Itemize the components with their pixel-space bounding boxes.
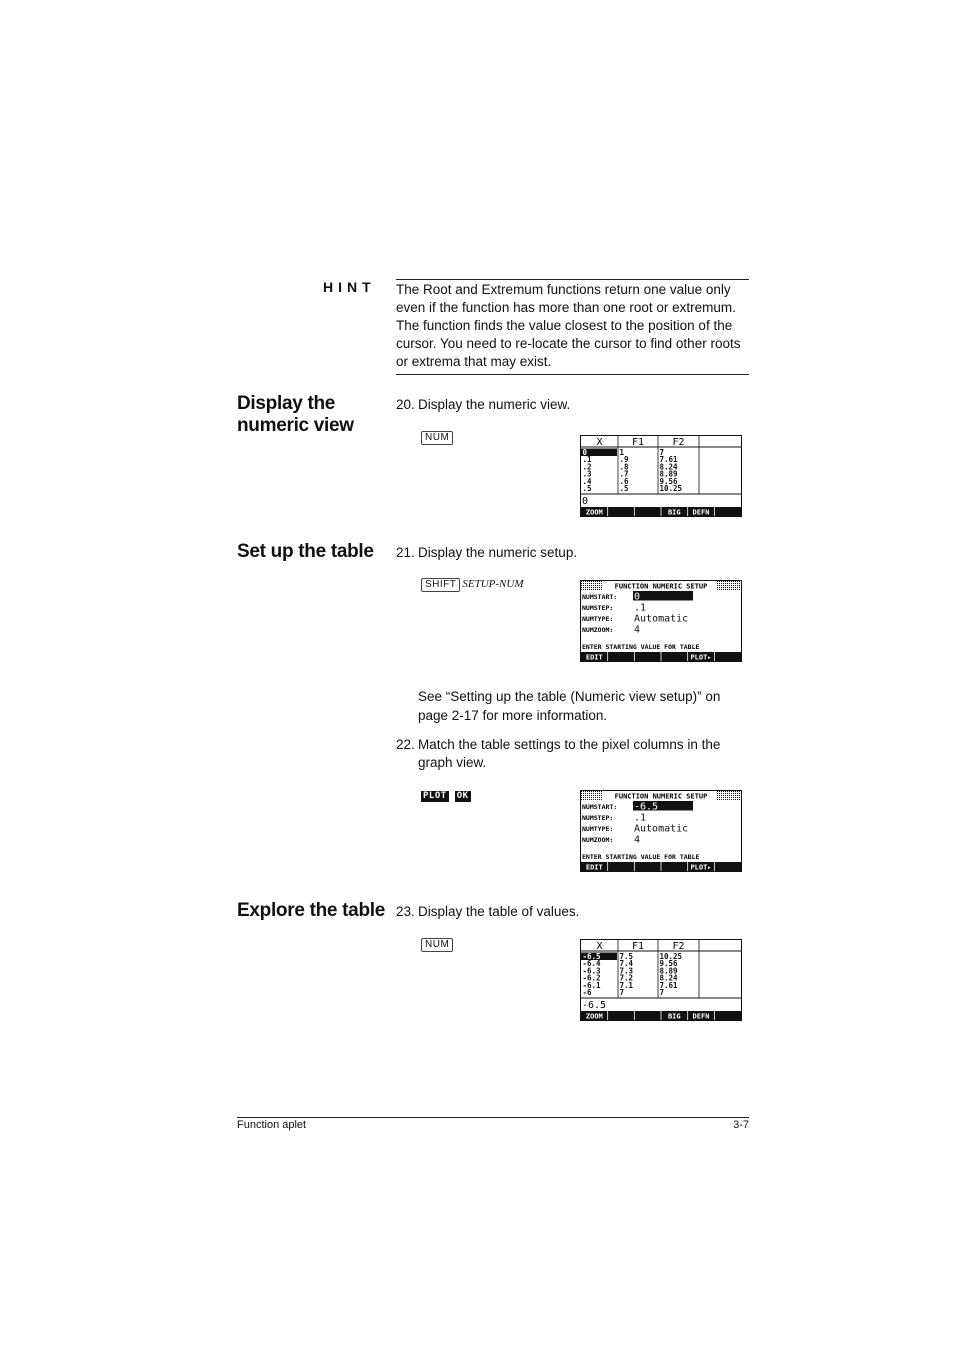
softkey-row bbox=[421, 785, 477, 803]
plot-softkey: PLOT bbox=[423, 791, 447, 801]
field-value: -6.5 bbox=[634, 801, 659, 813]
menu-key: PLOT▸ bbox=[690, 653, 712, 661]
table-cell: .3 bbox=[582, 469, 592, 479]
column-header: F1 bbox=[631, 941, 645, 952]
prompt-text: ENTER STARTING VALUE FOR TABLE bbox=[582, 853, 700, 861]
step-text: Display the table of values. bbox=[418, 904, 580, 919]
table-cell: .1 bbox=[582, 455, 592, 465]
field-value: .1 bbox=[634, 812, 647, 824]
table-cell: .7 bbox=[619, 469, 629, 479]
screen-table-1 bbox=[580, 435, 742, 517]
table-cell: -6.1 bbox=[582, 980, 601, 990]
key-shift-setup bbox=[421, 574, 524, 592]
num-key: NUM bbox=[421, 431, 453, 445]
table-cell: 7 bbox=[619, 988, 625, 997]
setup-num-label: SETUP-NUM bbox=[462, 578, 524, 590]
prompt-text: ENTER STARTING VALUE FOR TABLE bbox=[582, 643, 700, 651]
field-label: NUMSTEP: bbox=[582, 604, 614, 612]
table-cell: 7.5 bbox=[619, 952, 634, 961]
table-cell: .2 bbox=[582, 462, 592, 472]
screen-table-2 bbox=[580, 939, 742, 1021]
table-cell: .4 bbox=[582, 476, 592, 486]
field-value: Automatic bbox=[634, 823, 689, 835]
table-cell: 7.3 bbox=[619, 966, 634, 976]
column-header: X bbox=[596, 941, 603, 952]
table-cell: 0 bbox=[582, 448, 588, 457]
menu-key: ZOOM bbox=[585, 508, 603, 516]
field-value: 4 bbox=[634, 834, 641, 846]
field-label: NUMZOOM: bbox=[582, 836, 614, 844]
num-key: NUM bbox=[421, 938, 453, 952]
table-cell: 9.56 bbox=[659, 959, 678, 969]
table-cell: .5 bbox=[582, 484, 592, 493]
field-label: NUMSTEP: bbox=[582, 814, 614, 822]
key-num-2 bbox=[421, 934, 453, 952]
column-header: F1 bbox=[631, 437, 645, 448]
menu-key: PLOT▸ bbox=[690, 863, 712, 871]
field-value: .1 bbox=[634, 602, 647, 614]
step-22 bbox=[396, 736, 749, 772]
table-cell: 7.4 bbox=[619, 959, 634, 969]
table-cell: 8.24 bbox=[659, 973, 678, 983]
table-cell: -6.5 bbox=[582, 952, 601, 961]
edit-line: 0 bbox=[582, 496, 589, 507]
edit-line: -6.5 bbox=[582, 1000, 607, 1011]
step-text: Display the numeric setup. bbox=[418, 545, 578, 560]
table-screen-graphic bbox=[581, 436, 741, 516]
step-text: Display the numeric view. bbox=[418, 397, 571, 412]
table-cell: 7 bbox=[659, 448, 665, 457]
heading-explore: Explore the table bbox=[237, 900, 385, 921]
shift-key: SHIFT bbox=[421, 578, 460, 592]
table-cell: .5 bbox=[619, 484, 629, 493]
footer-rule bbox=[237, 1117, 749, 1118]
table-cell: -6.2 bbox=[582, 973, 601, 983]
menu-key: EDIT bbox=[585, 653, 603, 661]
step-number: 22. bbox=[396, 737, 415, 752]
field-highlight bbox=[633, 591, 693, 601]
table-cell: 8.89 bbox=[659, 469, 678, 479]
table-cell: 10.25 bbox=[659, 952, 683, 961]
field-label: NUMZOOM: bbox=[582, 626, 614, 634]
field-label: NUMTYPE: bbox=[582, 615, 614, 623]
ok-softkey: OK bbox=[456, 791, 469, 801]
table-cell: 7.2 bbox=[619, 973, 634, 983]
table-cell: -6 bbox=[582, 988, 592, 997]
step-text: Match the table settings to the pixel columns in the graph view. bbox=[418, 737, 721, 770]
heading-numeric-view: Display the numeric view bbox=[237, 393, 354, 436]
menu-key: DEFN bbox=[692, 1012, 710, 1020]
setup-note: See “Setting up the table (Numeric view setup)” on page 2-17 for more information. bbox=[418, 689, 721, 723]
table-cell: .6 bbox=[619, 476, 629, 486]
setup-screen-graphic bbox=[581, 791, 741, 871]
step-20 bbox=[396, 396, 749, 414]
menu-key: BIG bbox=[667, 1012, 681, 1020]
screen-setup-2 bbox=[580, 790, 742, 872]
table-cell: .9 bbox=[619, 455, 629, 465]
field-label: NUMSTART: bbox=[582, 593, 618, 601]
page-number: 3-7 bbox=[733, 1119, 749, 1131]
table-screen-graphic bbox=[581, 940, 741, 1020]
column-header: X bbox=[596, 437, 603, 448]
table-cell: 10.25 bbox=[659, 484, 683, 493]
column-header: F2 bbox=[672, 437, 685, 448]
screen-setup-1 bbox=[580, 580, 742, 662]
field-label: NUMSTART: bbox=[582, 803, 618, 811]
setup-title: FUNCTION NUMERIC SETUP bbox=[614, 792, 708, 801]
heading-setup: Set up the table bbox=[237, 541, 374, 562]
menu-key: EDIT bbox=[585, 863, 603, 871]
menu-key: BIG bbox=[667, 508, 681, 516]
table-cell: 7.1 bbox=[619, 980, 634, 990]
setup-screen-graphic bbox=[581, 581, 741, 661]
table-cell: 7.61 bbox=[659, 455, 678, 465]
key-num-1 bbox=[421, 427, 453, 445]
field-label: NUMTYPE: bbox=[582, 825, 614, 833]
hint-box bbox=[396, 279, 749, 375]
menu-key: DEFN bbox=[692, 508, 710, 516]
table-cell: 8.24 bbox=[659, 462, 678, 472]
hint-label: HINT bbox=[323, 279, 376, 295]
footer-title: Function aplet bbox=[237, 1119, 307, 1131]
table-cell: 8.89 bbox=[659, 966, 678, 976]
step-23 bbox=[396, 903, 749, 921]
table-cell: -6.3 bbox=[582, 966, 601, 976]
setup-title: FUNCTION NUMERIC SETUP bbox=[614, 582, 708, 591]
table-cell: 7 bbox=[659, 988, 665, 997]
table-cell: -6.4 bbox=[582, 959, 601, 969]
step-21 bbox=[396, 544, 749, 562]
menu-key: ZOOM bbox=[585, 1012, 603, 1020]
step-number: 21. bbox=[396, 545, 415, 560]
step-number: 23. bbox=[396, 904, 415, 919]
table-cell: 1 bbox=[619, 448, 625, 457]
table-cell: 7.61 bbox=[659, 980, 678, 990]
field-value: Automatic bbox=[634, 613, 689, 625]
step-number: 20. bbox=[396, 397, 415, 412]
field-value: 4 bbox=[634, 624, 641, 636]
column-header: F2 bbox=[672, 941, 685, 952]
hint-text: The Root and Extremum functions return one value only even if the function has more than one root or extremum. The function finds the value closest to the position of the cursor. You need to re-locate the cursor to find other roots or extrema that may exist. bbox=[396, 282, 741, 369]
field-value: 0 bbox=[634, 591, 641, 603]
table-cell: 9.56 bbox=[659, 476, 678, 486]
table-cell: .8 bbox=[619, 462, 629, 472]
